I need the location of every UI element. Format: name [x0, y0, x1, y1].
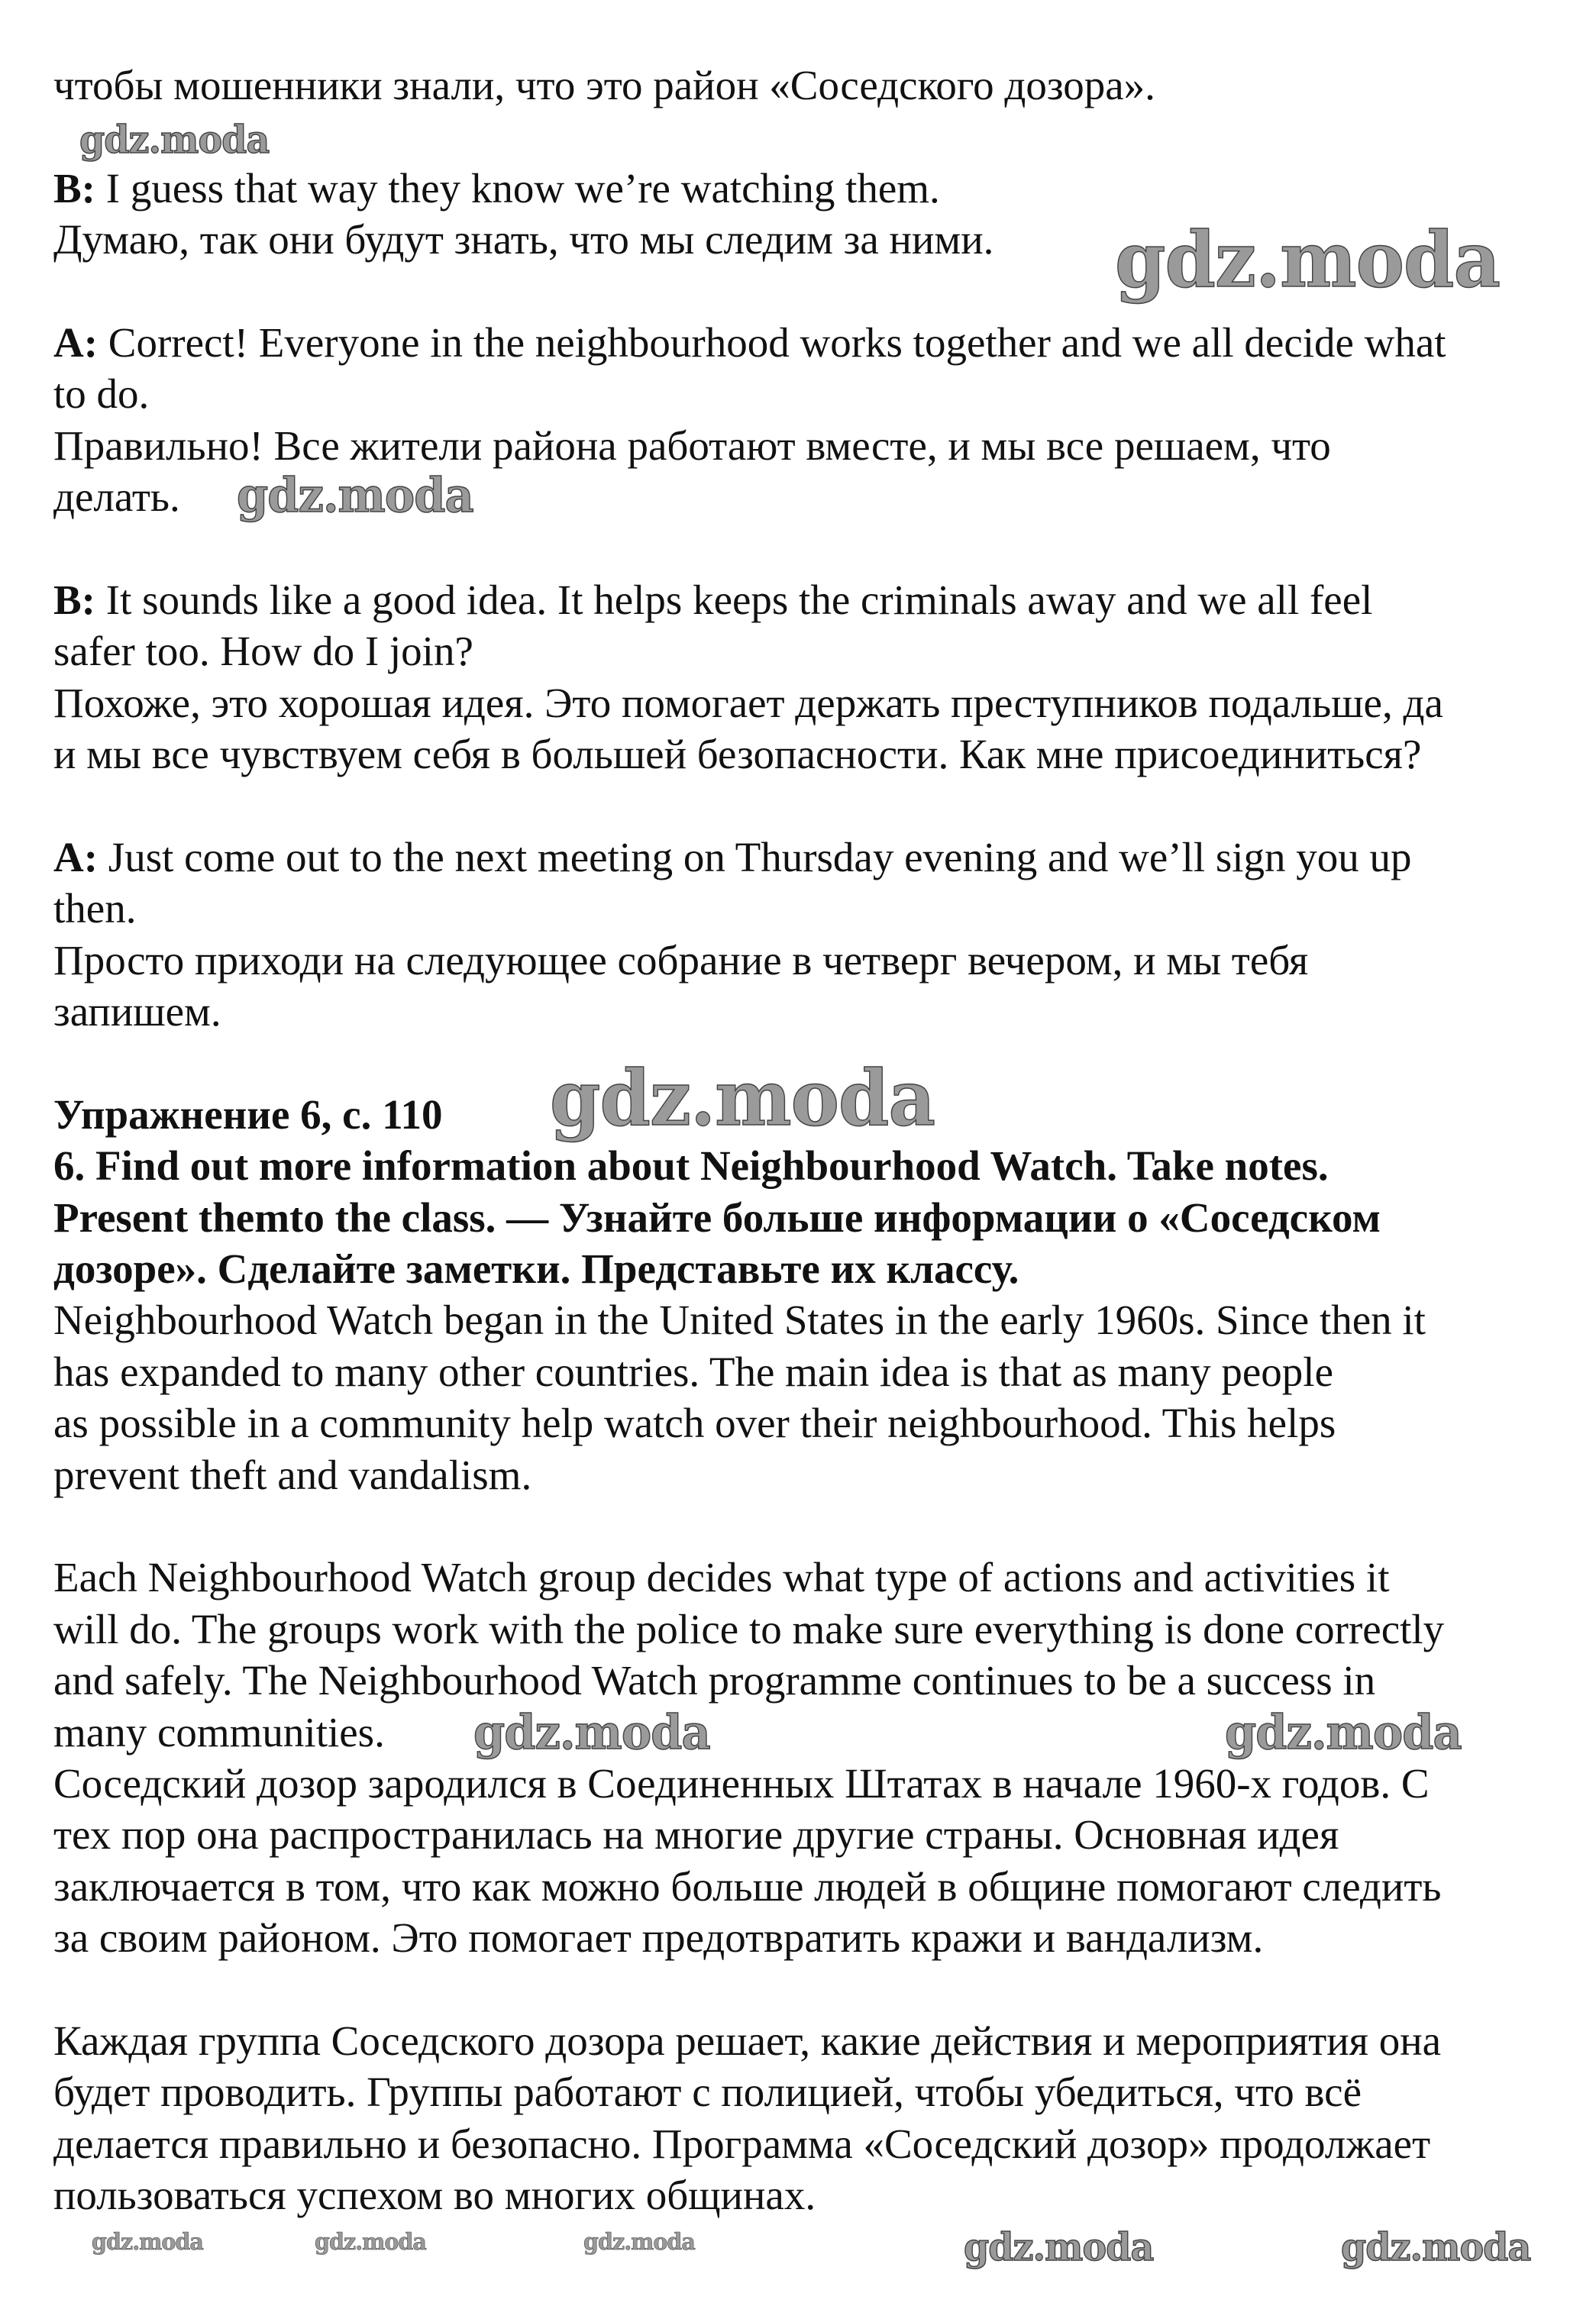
bold-text: B: [53, 576, 95, 623]
bold-text: A: [53, 318, 99, 366]
text-line [53, 677, 1443, 728]
text-line [53, 1346, 1333, 1397]
watermark-logo: gdz.moda [583, 2229, 695, 2256]
text-line [53, 1552, 1389, 1603]
text-line [53, 728, 1421, 780]
line-text: Just come out to the next meeting on Thursday evening and we’ll sign you up [98, 833, 1412, 880]
line-text: will do. The groups work with the police to make sure everything is done correctly [53, 1605, 1445, 1652]
line-text: Просто приходи на следующее собрание в четверг вечером, и мы тебя [53, 936, 1309, 984]
line-text: будет проводить. Группы работают с полицией, чтобы убедиться, что всё [53, 2069, 1362, 2116]
watermark-logo: gdz.moda [315, 2229, 426, 2256]
line-text: Neighbourhood Watch began in the United States in the early 1960s. Since then it [53, 1297, 1426, 1344]
text-line [53, 1707, 385, 1758]
line-text: заключается в том, что как можно больше людей в общине помогают следить [53, 1862, 1442, 1910]
line-text: за своим районом. Это помогает предотвратить кражи и вандализм. [53, 1914, 1264, 1962]
paragraph-spacer [53, 266, 61, 317]
text-line [53, 1089, 443, 1140]
text-line [53, 574, 1372, 625]
line-text: as possible in a community help watch over their neighbourhood. This helps [53, 1400, 1336, 1447]
text-line [53, 883, 136, 934]
line-text: safer too. How do I join? [53, 628, 473, 675]
text-line [53, 1912, 1263, 1963]
text-line [53, 1243, 1019, 1294]
line-text: then. [53, 885, 137, 932]
bold-text: B: [53, 164, 95, 212]
text-line [53, 1604, 1444, 1655]
line-text: и мы все чувствуем себя в большей безопасности. Как мне присоединиться? [53, 731, 1422, 778]
paragraph-spacer [53, 1963, 61, 2014]
text-line [53, 935, 1308, 986]
line-text: пользоваться успехом во многих общинах. [53, 2172, 816, 2219]
text-line [53, 163, 940, 214]
text-line [53, 2118, 1430, 2169]
line-text: I guess that way they know we’re watching them. [95, 164, 940, 212]
text-line [53, 1397, 1336, 1449]
watermark-logo: gdz.moda [473, 1704, 710, 1760]
line-text: Соседский дозор зародился в Соединенных Штатах в начале 1960-х годов. С [53, 1759, 1430, 1807]
bold-text: дозоре». Сделайте заметки. Представьте их классу. [53, 1245, 1019, 1292]
line-text: запишем. [53, 988, 221, 1035]
text-line [53, 625, 473, 677]
watermark-logo: gdz.moda [1225, 1704, 1462, 1760]
bold-text: Упражнение 6, с. 110 [53, 1090, 443, 1138]
text-line [53, 317, 1446, 368]
line-text: Каждая группа Соседского дозора решает, какие действия и мероприятия она [53, 2017, 1442, 2064]
line-text: has expanded to many other countries. The main idea is that as many people [53, 1348, 1333, 1395]
paragraph-spacer [53, 780, 61, 831]
line-text: тех пор она распространилась на многие другие страны. Основная идея [53, 1811, 1339, 1859]
text-line [53, 471, 180, 522]
paragraph-spacer [53, 111, 61, 162]
line-text: and safely. The Neighbourhood Watch programme continues to be a success in [53, 1657, 1376, 1704]
line-text: делать. [53, 473, 180, 521]
line-text: prevent theft and vandalism. [53, 1451, 532, 1498]
watermark-logo: gdz.moda [1115, 215, 1501, 305]
text-line [53, 2169, 816, 2221]
line-text: Правильно! Все жители района работают вместе, и мы все решаем, что [53, 422, 1331, 469]
bold-text: A: [53, 833, 99, 880]
line-text: to do. [53, 370, 150, 418]
text-line [53, 1449, 531, 1500]
line-text: Думаю, так они будут знать, что мы следим за ними. [53, 216, 994, 263]
line-text: It sounds like a good idea. It helps keeps the criminals away and we all feel [95, 576, 1373, 623]
text-line [53, 1294, 1426, 1345]
line-text: Похоже, это хорошая идея. Это помогает держать преступников подальше, да [53, 679, 1443, 726]
line-text: чтобы мошенники знали, что это район «Соседского дозора». [53, 62, 1155, 108]
text-line [53, 1809, 1339, 1860]
watermark-logo: gdz.moda [550, 1053, 935, 1143]
text-line [53, 1655, 1375, 1706]
text-line [53, 60, 1155, 111]
paragraph-spacer [53, 523, 61, 574]
watermark-logo: gdz.moda [79, 117, 270, 162]
paragraph-spacer [53, 1037, 61, 1088]
text-line [53, 2015, 1441, 2066]
line-text: Correct! Everyone in the neighbourhood works together and we all decide what [98, 318, 1446, 366]
text-line [53, 1140, 1329, 1191]
paragraph-spacer [53, 1500, 61, 1552]
bold-text: Present themto the class. — Узнайте больше информации о «Соседском [53, 1193, 1381, 1241]
text-line [53, 832, 1412, 883]
text-line [53, 420, 1331, 471]
text-line [53, 1192, 1381, 1243]
line-text: many communities. [53, 1708, 385, 1756]
line-text: Each Neighbourhood Watch group decides what type of actions and activities it [53, 1554, 1390, 1601]
text-line [53, 986, 221, 1037]
line-text: делается правильно и безопасно. Программа «Соседский дозор» продолжает [53, 2120, 1431, 2167]
bold-text: 6. Find out more information about Neighbourhood Watch. Take notes. [53, 1142, 1329, 1190]
text-line [53, 1861, 1441, 1912]
watermark-logo: gdz.moda [237, 467, 473, 523]
watermark-logo: gdz.moda [1341, 2224, 1531, 2269]
text-line [53, 214, 993, 265]
watermark-logo: gdz.moda [964, 2224, 1154, 2269]
watermark-logo: gdz.moda [92, 2229, 203, 2256]
text-line [53, 2066, 1362, 2117]
text-line [53, 368, 149, 419]
text-line [53, 1758, 1430, 1809]
